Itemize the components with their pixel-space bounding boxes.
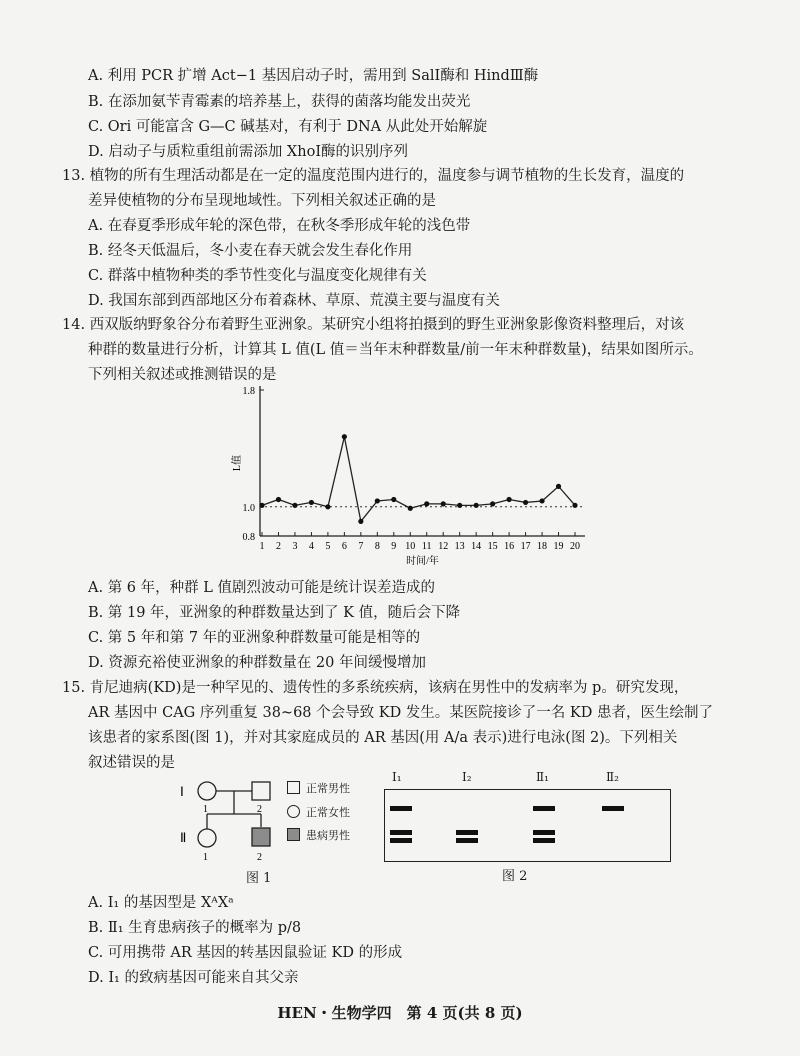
- band-i2-lower-b: [456, 838, 478, 843]
- data-point: [358, 519, 363, 524]
- data-point: [276, 497, 281, 502]
- legend-affected-male-label: 患病男性: [306, 829, 350, 842]
- data-point: [507, 497, 512, 502]
- q14-stem-line1: 14. 西双版纳野象谷分布着野生亚洲象。某研究小组将拍摄到的野生亚洲象影像资料整理后，对该: [62, 317, 685, 333]
- x-tick-label: 8: [374, 541, 380, 552]
- band-ii1-lower-b: [533, 838, 555, 843]
- q15-stem-line2: AR 基因中 CAG 序列重复 38~68 个会导致 KD 发生。某医院接诊了一名 KD 患者，医生绘制了: [88, 705, 713, 721]
- i2-number: 2: [257, 804, 262, 815]
- legend-normal-female-label: 正常女性: [306, 806, 350, 819]
- band-ii2-upper: [602, 806, 624, 811]
- band-ii1-lower-a: [533, 830, 555, 835]
- q13-option-a: A. 在春夏季形成年轮的深色带，在秋冬季形成年轮的浅色带: [88, 218, 471, 234]
- q14-stem-line2: 种群的数量进行分析，计算其 L 值(L 值＝当年末种群数量/前一年末种群数量)，结果如图所示。: [88, 342, 703, 358]
- x-tick-label: 11: [421, 541, 432, 552]
- legend-normal-male-label: 正常男性: [306, 782, 350, 795]
- data-point: [391, 497, 396, 502]
- page-footer: HEN・生物学四 第 4 页(共 8 页): [277, 1004, 523, 1022]
- q15-stem-line3: 该患者的家系图(图 1)，并对其家庭成员的 AR 基因(用 A/a 表示)进行电泳(图 2)。下列相关: [88, 730, 678, 746]
- y-tick-label: 1.0: [242, 502, 255, 514]
- data-point: [342, 434, 347, 439]
- lane-label-ii1: Ⅱ₁: [536, 770, 549, 784]
- figure-2-caption: 图 2: [502, 869, 528, 884]
- lane-label-i2: Ⅰ₂: [462, 770, 472, 784]
- band-i1-lower-a: [390, 830, 412, 835]
- q14-option-c: C. 第 5 年和第 7 年的亚洲象种群数量可能是相等的: [88, 630, 421, 646]
- x-tick-label: 17: [520, 541, 531, 552]
- x-tick-label: 9: [391, 541, 397, 552]
- generation-2-label: Ⅱ: [180, 830, 187, 845]
- x-tick-label: 18: [537, 541, 548, 552]
- gel-frame: [384, 789, 671, 862]
- data-point: [408, 506, 413, 511]
- q14-option-b: B. 第 19 年，亚洲象的种群数量达到了 K 值，随后会下降: [88, 605, 461, 621]
- data-point: [375, 498, 380, 503]
- x-tick-label: 15: [487, 541, 498, 552]
- data-point: [474, 503, 479, 508]
- band-i1-lower-b: [390, 838, 412, 843]
- ii1-female-symbol: [198, 829, 216, 847]
- x-tick-label: 20: [570, 541, 580, 552]
- x-tick-label: 12: [438, 541, 449, 552]
- q13-stem-line2: 差异使植物的分布呈现地域性。下列相关叙述正确的是: [88, 193, 436, 209]
- q14-option-d: D. 资源充裕使亚洲象的种群数量在 20 年间缓慢增加: [88, 655, 426, 671]
- q15-stem-line1: 15. 肯尼迪病(KD)是一种罕见的、遗传性的多系统疾病，该病在男性中的发病率为 p。研究发现，: [62, 680, 689, 696]
- q14-stem-line3: 下列相关叙述或推测错误的是: [88, 367, 277, 383]
- q13-option-b: B. 经冬天低温后，冬小麦在春天就会发生春化作用: [88, 243, 413, 259]
- ii1-number: 1: [203, 852, 208, 863]
- q15-option-b: B. Ⅱ₁ 生育患病孩子的概率为 p/8: [88, 920, 302, 936]
- q15-option-c: C. 可用携带 AR 基因的转基因鼠验证 KD 的形成: [88, 945, 403, 961]
- band-ii1-upper: [533, 806, 555, 811]
- x-tick-label: 10: [405, 541, 416, 552]
- x-axis-label: 时间/年: [406, 556, 439, 567]
- x-tick-label: 5: [325, 541, 331, 552]
- l-value-chart: [200, 380, 600, 575]
- q13-option-c: C. 群落中植物种类的季节性变化与温度变化规律有关: [88, 268, 427, 284]
- q12-option-a: A. 利用 PCR 扩增 Act−1 基因启动子时，需用到 SalⅠ酶和 HindⅢ酶: [88, 68, 539, 84]
- i1-number: 1: [203, 804, 208, 815]
- lane-label-ii2: Ⅱ₂: [606, 770, 619, 784]
- generation-1-label: Ⅰ: [180, 784, 184, 799]
- data-point: [424, 501, 429, 506]
- legend-affected-male-icon: [287, 828, 300, 841]
- band-i2-lower-a: [456, 830, 478, 835]
- q12-option-c: C. Ori 可能富含 G—C 碱基对，有利于 DNA 从此处开始解旋: [88, 119, 488, 135]
- x-tick-label: 14: [471, 541, 482, 552]
- y-tick-label: 1.8: [242, 386, 255, 397]
- q15-stem-line4: 叙述错误的是: [88, 755, 175, 771]
- x-tick-label: 1: [259, 541, 265, 552]
- data-point: [259, 503, 264, 508]
- data-point: [556, 484, 561, 489]
- q12-option-b: B. 在添加氨苄青霉素的培养基上，获得的菌落均能发出荧光: [88, 94, 471, 110]
- i1-female-symbol: [198, 782, 216, 800]
- legend-normal-female-icon: [287, 805, 300, 818]
- lane-label-i1: Ⅰ₁: [392, 770, 402, 784]
- data-point: [539, 498, 544, 503]
- data-point: [523, 500, 528, 505]
- ii2-affected-male-symbol: [252, 828, 270, 846]
- x-tick-label: 6: [341, 541, 347, 552]
- i2-male-symbol: [252, 782, 270, 800]
- ii2-number: 2: [257, 852, 262, 863]
- q14-option-a: A. 第 6 年，种群 L 值剧烈波动可能是统计误差造成的: [88, 580, 435, 596]
- data-point: [325, 504, 330, 509]
- x-tick-label: 7: [358, 541, 364, 552]
- x-tick-label: 16: [504, 541, 515, 552]
- l-value-series-line: [262, 437, 575, 522]
- band-i1-upper: [390, 806, 412, 811]
- y-tick-label: 0.8: [242, 532, 255, 543]
- q15-option-a: A. Ⅰ₁ 的基因型是 XᴬXᵃ: [88, 895, 234, 911]
- data-point: [309, 500, 314, 505]
- q12-option-d: D. 启动子与质粒重组前需添加 XhoⅠ酶的识别序列: [88, 144, 409, 160]
- q13-option-d: D. 我国东部到西部地区分布着森林、草原、荒漠主要与温度有关: [88, 293, 500, 309]
- l-value-line-chart: [200, 380, 600, 575]
- x-tick-label: 2: [275, 541, 281, 552]
- figure-1-caption: 图 1: [246, 871, 272, 886]
- legend-normal-male-icon: [287, 781, 300, 794]
- data-point: [292, 503, 297, 508]
- x-tick-label: 4: [308, 541, 314, 552]
- data-point: [572, 503, 577, 508]
- x-tick-label: 19: [553, 541, 564, 552]
- data-point: [457, 503, 462, 508]
- data-point: [490, 501, 495, 506]
- q15-option-d: D. Ⅰ₁ 的致病基因可能来自其父亲: [88, 970, 299, 986]
- q13-stem-line1: 13. 植物的所有生理活动都是在一定的温度范围内进行的，温度参与调节植物的生长发育，温度的: [62, 168, 685, 184]
- y-axis-label: L值: [232, 454, 243, 472]
- x-tick-label: 13: [454, 541, 465, 552]
- data-point: [441, 501, 446, 506]
- gel-lane-labels: [384, 770, 671, 790]
- x-tick-label: 3: [292, 541, 298, 552]
